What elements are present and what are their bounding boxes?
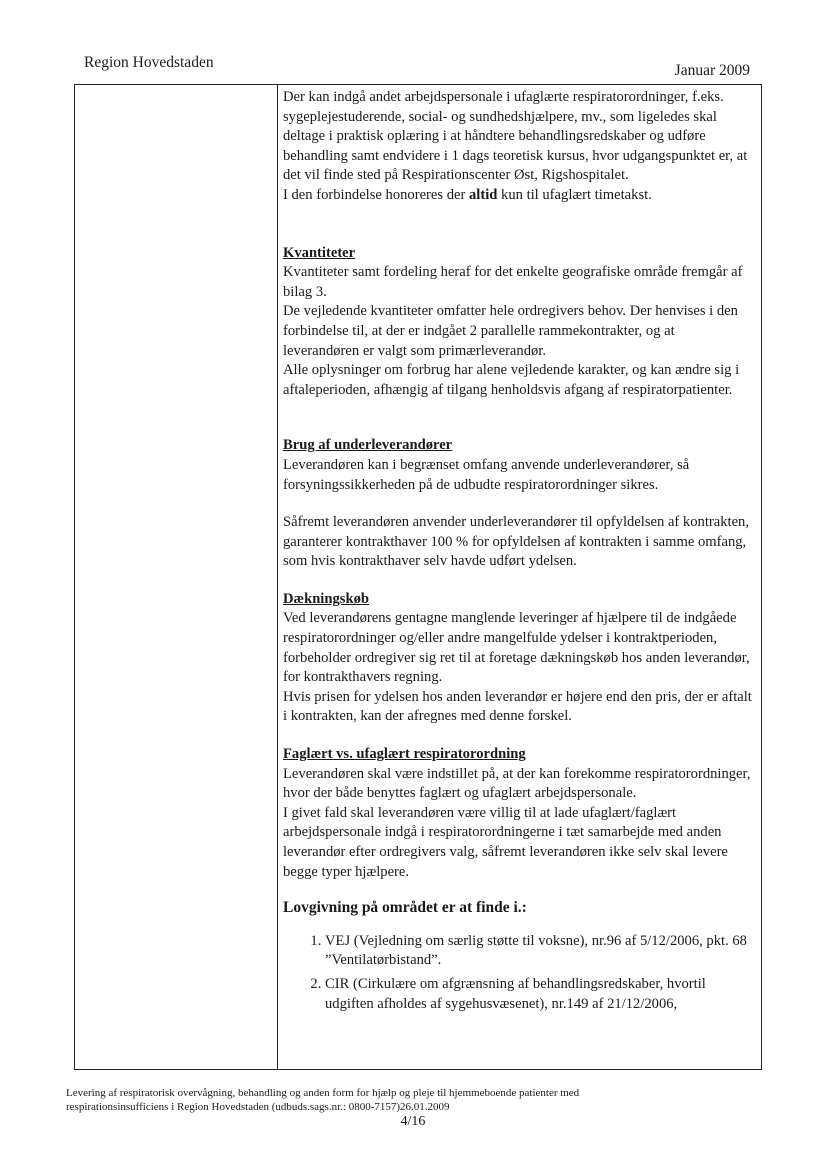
- footer-line-2: respirationsinsufficiens i Region Hovedstaden (udbuds.sags.nr.: 0800-7157)26.01.2009: [66, 1101, 450, 1113]
- intro-paragraph: Der kan indgå andet arbejdspersonale i ufaglærte respiratorordninger, f.eks. sygeplejestuderende, social- og sundhedshjælpere, mv., som ligeledes skal deltage i praktisk oplæring i at håndtere behandlingsredskaber og udføre behandling samt endvidere i 1 dags teoretisk kursus, hvor udgangspunktet er, at det vil finde sted på Respirationscenter Øst, Rigshospitalet.: [283, 89, 748, 184]
- header-organization: Region Hovedstaden: [84, 54, 214, 71]
- kvantiteter-paragraph-3: Alle oplysninger om forbrug har alene vejledende karakter, og kan ændre sig i aftaleperioden, afhængig af tilgang henholdsvis afgang af respiratorpatienter.: [283, 362, 740, 398]
- footer-text: [66, 1086, 686, 1114]
- header-date: Januar 2009: [674, 62, 750, 79]
- section-heading-faglaert: Faglært vs. ufaglært respiratorordning: [283, 746, 526, 763]
- section-heading-lovgivning: Lovgivning på området er at finde i.:: [283, 899, 527, 917]
- daekningskoeb-paragraph-1: Ved leverandørens gentagne manglende leveringer af hjælpere til de indgåede respiratorordninger og/eller andre mangelfulde ydelser i kontraktperioden, forbeholder ordregiver sig ret til at foretage dækningskøb hos anden leverandør, for kontrakthavers regning.: [283, 610, 750, 686]
- lovgivning-item-2: 2. CIR (Cirkulære om afgrænsning af behandlingsredskaber, hvortil udgiften afholdes af sygehusvæsenet), nr.149 af 21/12/2006,: [325, 975, 753, 1014]
- lovgivning-item-1: 1. VEJ (Vejledning om særlig støtte til voksne), nr.96 af 5/12/2006, pkt. 68 ”Ventilatørbistand”.: [325, 932, 753, 971]
- underleverandoerer-paragraph-1: Leverandøren kan i begrænset omfang anvende underleverandører, så forsyningssikkerheden på de udbudte respiratorordninger sikres.: [283, 456, 690, 493]
- column-divider: [277, 84, 278, 1070]
- kvantiteter-paragraph-2: De vejledende kvantiteter omfatter hele ordregivers behov. Der henvises i den forbindelse til, at der er indgået 2 parallelle rammekontrakter, og at leverandøren er valgt som primærleverandør.: [283, 303, 738, 359]
- section-heading-kvantiteter: Kvantiteter: [283, 244, 356, 261]
- section-heading-daekningskoeb: Dækningskøb: [283, 590, 369, 607]
- section-heading-underleverandoerer: Brug af underleverandører: [283, 437, 453, 454]
- document-body: [283, 88, 753, 1018]
- underleverandoerer-paragraph-2: Såfremt leverandøren anvender underleverandører til opfyldelsen af kontrakten, garanterer kontrakthaver 100 % for opfyldelsen af kontrakten i samme omfang, som hvis kontrakthaver selv havde udført ydelsen.: [283, 514, 749, 570]
- footer-line-1: Levering af respiratorisk overvågning, behandling og anden form for hjælp og pleje til hjemmeboende patienter med: [66, 1087, 580, 1099]
- kvantiteter-paragraph-1: Kvantiteter samt fordeling heraf for det enkelte geografiske område fremgår af bilag 3.: [283, 264, 743, 300]
- emphasis-altid: altid: [469, 186, 498, 203]
- faglaert-paragraph-1: Leverandøren skal være indstillet på, at der kan forekomme respiratorordninger, hvor der både benyttes faglært og ufaglært arbejdspersonale.: [283, 765, 751, 802]
- page-number: 4/16: [400, 1114, 426, 1129]
- lovgivning-list: [283, 932, 753, 1014]
- intro-honorar-paragraph: I den forbindelse honoreres der altid kun til ufaglært timetakst.: [283, 186, 652, 203]
- faglaert-paragraph-2: I givet fald skal leverandøren være villig til at lade ufaglært/faglært arbejdspersonale indgå i respiratorordningerne i tæt samarbejde med anden leverandør efter ordregivers valg, såfremt leverandøren ikke selv skal levere begge typer hjælpere.: [283, 804, 728, 880]
- daekningskoeb-paragraph-2: Hvis prisen for ydelsen hos anden leverandør er højere end den pris, der er aftalt i kontrakten, kan der afregnes med denne forskel.: [283, 688, 752, 725]
